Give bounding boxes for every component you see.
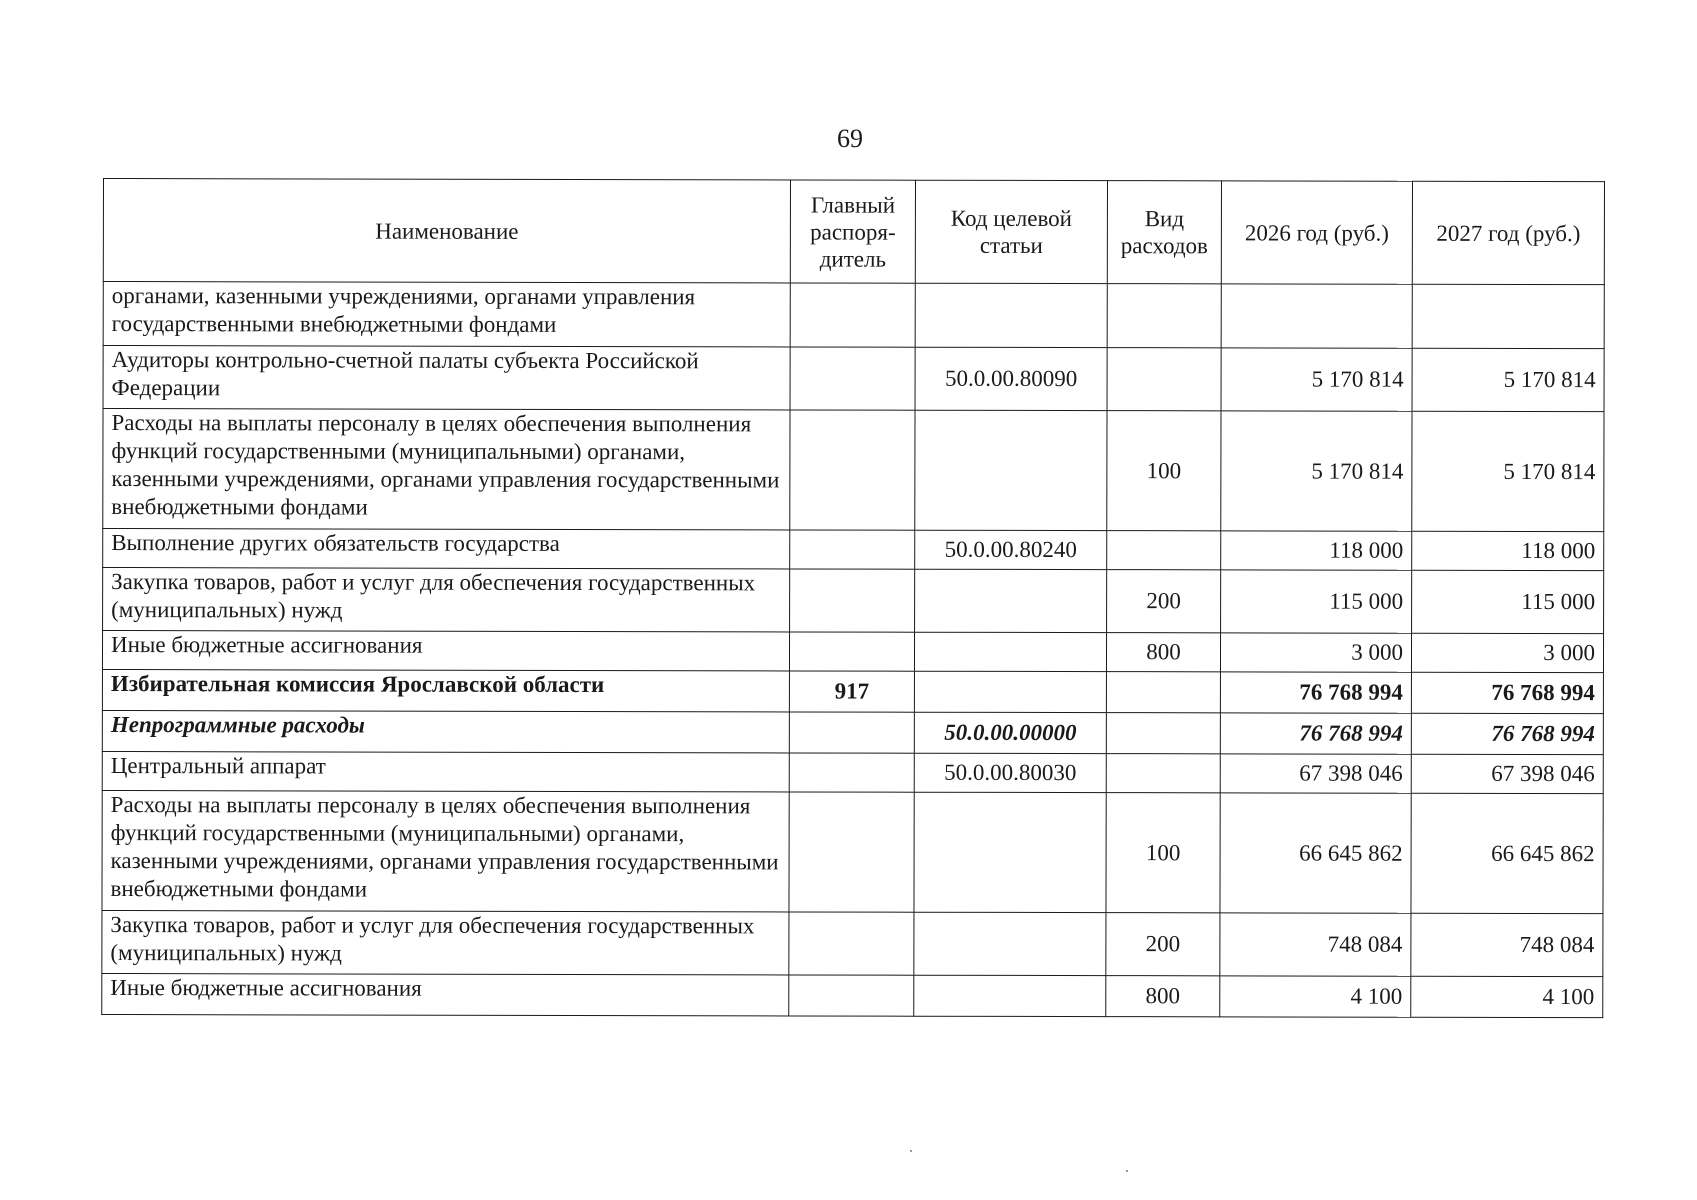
table-row xyxy=(102,669,1603,713)
row-year-2027: 5 170 814 xyxy=(1412,348,1604,411)
row-expense-type: 100 xyxy=(1107,411,1221,531)
row-year-2027: 76 768 994 xyxy=(1411,713,1603,754)
row-name: Центральный аппарат xyxy=(102,751,789,791)
row-target-code xyxy=(915,410,1107,530)
row-chief-admin xyxy=(790,347,915,410)
row-expense-type xyxy=(1106,754,1220,793)
row-chief-admin xyxy=(789,712,914,753)
row-target-code xyxy=(914,792,1106,912)
row-target-code xyxy=(914,975,1106,1016)
row-year-2026: 748 084 xyxy=(1220,913,1411,976)
row-year-2026: 76 768 994 xyxy=(1220,713,1411,754)
row-name: Закупка товаров, работ и услуг для обеспечения государственных (муниципальных) нужд xyxy=(102,910,789,974)
row-name: Закупка товаров, работ и услуг для обеспечения государственных (муниципальных) нужд xyxy=(103,568,790,632)
row-expense-type xyxy=(1106,713,1220,754)
row-year-2026: 67 398 046 xyxy=(1220,754,1411,793)
row-year-2026: 118 000 xyxy=(1221,531,1412,570)
row-year-2026: 4 100 xyxy=(1220,976,1411,1017)
row-year-2026: 66 645 862 xyxy=(1220,793,1411,913)
row-year-2027 xyxy=(1412,284,1604,348)
row-expense-type: 800 xyxy=(1106,976,1220,1017)
row-name: Избирательная комиссия Ярославской области xyxy=(102,669,789,711)
row-target-code: 50.0.00.00000 xyxy=(914,712,1106,753)
row-year-2026: 115 000 xyxy=(1221,570,1412,633)
row-year-2026: 5 170 814 xyxy=(1221,411,1412,531)
row-target-code xyxy=(914,912,1106,975)
row-name: органами, казенными учреждениями, органами управления государственными внебюджетными фондами xyxy=(103,282,790,347)
header-year-2027: 2027 год (руб.) xyxy=(1412,181,1604,284)
row-name: Аудиторы контрольно-счетной палаты субъекта Российской Федерации xyxy=(103,346,790,410)
row-year-2027: 76 768 994 xyxy=(1411,672,1603,713)
table-row xyxy=(103,346,1604,412)
table-row xyxy=(102,631,1603,673)
row-chief-admin xyxy=(789,632,914,671)
row-name: Расходы на выплаты персоналу в целях обеспечения выполнения функций государственными (муниципальными) органами, казенными учреждениями, органами управления государственными внебюджетными фондами xyxy=(102,790,789,911)
row-target-code: 50.0.00.80090 xyxy=(915,347,1107,410)
table-row xyxy=(102,973,1603,1017)
row-target-code xyxy=(914,671,1106,712)
row-name: Выполнение других обязательств государства xyxy=(103,529,790,569)
table-row xyxy=(103,282,1604,349)
row-expense-type xyxy=(1107,284,1221,348)
scan-speck xyxy=(910,1150,912,1152)
row-chief-admin: 917 xyxy=(789,671,914,712)
row-chief-admin xyxy=(789,792,914,912)
row-year-2026: 76 768 994 xyxy=(1220,672,1411,713)
row-name: Непрограммные расходы xyxy=(102,710,789,752)
table-row xyxy=(102,751,1603,793)
row-year-2026: 3 000 xyxy=(1220,633,1411,672)
row-name: Иные бюджетные ассигнования xyxy=(102,973,789,1015)
row-year-2027: 115 000 xyxy=(1412,570,1604,633)
row-target-code xyxy=(914,632,1106,671)
row-expense-type: 200 xyxy=(1107,570,1221,633)
row-chief-admin xyxy=(789,975,914,1016)
header-name: Наименование xyxy=(103,179,790,283)
row-chief-admin xyxy=(789,753,914,792)
row-expense-type xyxy=(1106,672,1220,713)
row-chief-admin xyxy=(789,912,914,975)
row-year-2027: 3 000 xyxy=(1411,633,1603,672)
row-target-code: 50.0.00.80030 xyxy=(914,753,1106,792)
row-year-2026 xyxy=(1221,284,1412,348)
row-expense-type: 800 xyxy=(1106,633,1220,672)
row-year-2027: 118 000 xyxy=(1412,531,1604,570)
row-year-2027: 66 645 862 xyxy=(1411,793,1603,913)
row-year-2027: 67 398 046 xyxy=(1411,754,1603,793)
header-expense-type: Вид расходов xyxy=(1107,181,1221,284)
table-row xyxy=(103,568,1604,634)
scan-speck xyxy=(1126,1170,1128,1172)
table-row xyxy=(102,790,1603,913)
row-name: Иные бюджетные ассигнования xyxy=(102,631,789,671)
row-year-2026: 5 170 814 xyxy=(1221,348,1412,411)
row-year-2027: 4 100 xyxy=(1411,976,1603,1017)
page-number: 69 xyxy=(837,124,863,153)
table-row xyxy=(102,710,1603,754)
header-chief-admin: Главный распоря-дитель xyxy=(790,180,915,283)
row-year-2027: 5 170 814 xyxy=(1412,411,1604,531)
row-target-code xyxy=(915,283,1107,347)
row-name: Расходы на выплаты персоналу в целях обеспечения выполнения функций государственными (муниципальными) органами, казенными учреждениями, органами управления государственными внебюджетными фондами xyxy=(103,409,790,530)
header-year-2026: 2026 год (руб.) xyxy=(1221,181,1412,284)
row-chief-admin xyxy=(790,530,915,569)
row-expense-type xyxy=(1107,348,1221,411)
budget-table xyxy=(101,178,1605,1018)
row-target-code xyxy=(915,569,1107,632)
row-chief-admin xyxy=(790,410,915,530)
row-expense-type xyxy=(1107,531,1221,570)
header-target-code: Код целевой статьи xyxy=(915,180,1107,283)
row-chief-admin xyxy=(790,283,915,347)
row-target-code: 50.0.00.80240 xyxy=(915,530,1107,569)
row-year-2027: 748 084 xyxy=(1411,913,1603,976)
row-chief-admin xyxy=(790,569,915,632)
row-expense-type: 100 xyxy=(1106,793,1220,913)
row-expense-type: 200 xyxy=(1106,913,1220,976)
table-header-row xyxy=(103,179,1604,285)
table-row xyxy=(102,910,1603,976)
table-row xyxy=(103,409,1604,532)
table-row xyxy=(103,529,1604,571)
